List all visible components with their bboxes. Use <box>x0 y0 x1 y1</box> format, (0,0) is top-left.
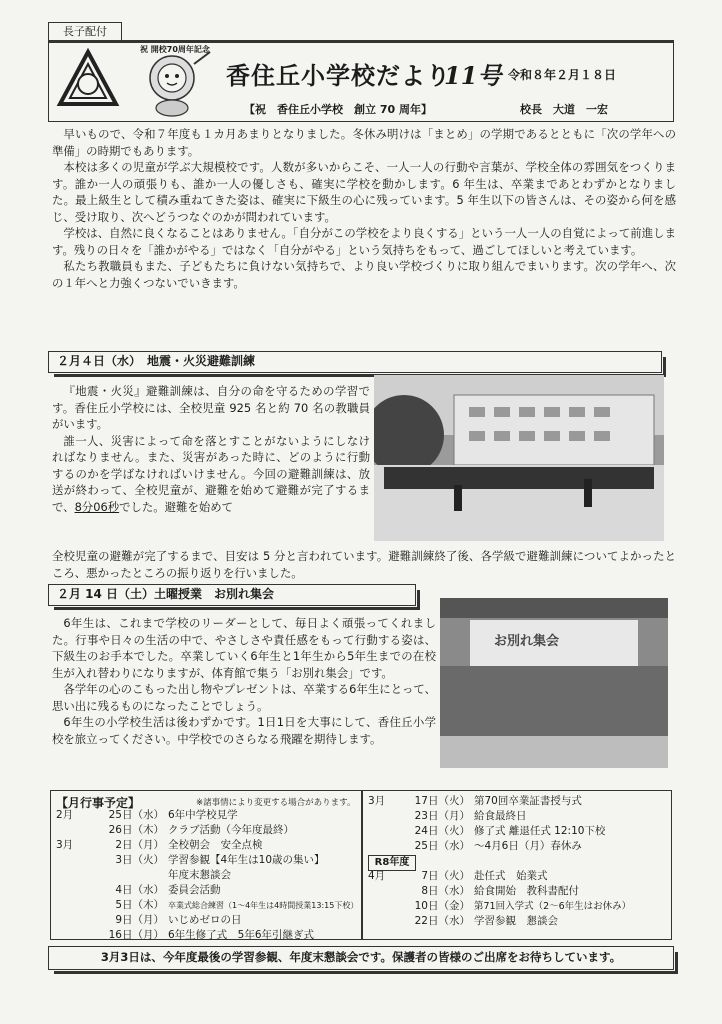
farewell-paragraph: 6年生は、これまで学校のリーダーとして、毎日よく頑張ってくれました。行事や日々の生活の中で、やさしさや責任感をもって行動する姿は、下級生のお手本でした。卒業していく6年生と1年生から5年生までの在校生が入れ替わりになりますが、体育館で集う「お別れ集会」です。 <box>52 616 436 680</box>
evacuation-text-a: 誰一人、災害によって命を落とすことがないようにしなければなりません。また、災害があった時に、どのように行動するのかを学ばなければいけません。今回の避難訓練は、放送が終わって、全校児童が、避難を始めて避難が完了するまで、 <box>52 433 370 514</box>
intro-paragraph: 学校は、自然に良くなることはありません。「自分がこの学校をより良くする」という一人一人の自覚によって前進します。残りの日々を「誰かがやる」ではなく「自分がやる」という気持ちをもって、過ごしてほしいと考えています。 <box>52 226 676 257</box>
schedule-divider <box>361 790 363 940</box>
farewell-text <box>52 615 436 747</box>
evacuation-paragraph: 『地震・火災』避難訓練は、自分の命を守るための学習です。香住丘小学校には、全校児童 925 名と約 70 名の教職員がいます。 <box>52 384 370 431</box>
section-heading-farewell: ２月 14 日（土）土曜授業 お別れ集会 <box>48 584 416 606</box>
farewell-assembly-photo <box>440 598 668 768</box>
newsletter-title: 香住丘小学校だより <box>226 61 451 90</box>
evacuation-drill-photo <box>374 375 664 541</box>
school-logo <box>56 48 120 112</box>
distribution-tag: 長子配付 <box>48 22 122 42</box>
intro-paragraph: 早いもので、令和７年度も１カ月あまりとなりました。冬休み明けは「まとめ」の学期であるとともに「次の学年への準備」の時期でもあります。 <box>52 127 676 158</box>
assembly-banner-text: お別れ集会 <box>494 634 560 649</box>
anniversary-subline: 【祝 香住丘小学校 創立 70 周年】 <box>244 103 432 116</box>
fiscal-year-label: R8年度 <box>368 855 416 871</box>
schedule-note: ※諸事情により変更する場合があります。 <box>196 798 356 808</box>
principal-name: 校長 大道 一宏 <box>520 103 608 116</box>
intro-paragraph: 本校は多くの児童が学ぶ大規模校です。人数が多いからこそ、一人一人の行動や言葉が、学校全体の雰囲気をつくります。誰か一人の頑張りも、誰か一人の優しさも、確実に学校を動かします。6 年生は、卒業まであとわずかとなりました。最上級生として積み重ねてきた姿は、確実に下級生の心に残っています。5 年生以下の皆さんは、その姿から何を感じ、受け取り、次へどうつなぐのかが問われています。 <box>52 160 676 224</box>
evacuation-time: 8分06秒 <box>74 499 120 514</box>
evacuation-paragraph-wide: 全校児童の避難が完了するまで、目安は 5 分と言われています。避難訓練終了後、各学級で避難訓練についてよかったところ、悪かったところの振り返りを行いました。 <box>52 549 676 580</box>
schedule-heading: 【月行事予定】 <box>56 796 141 810</box>
evacuation-paragraph <box>52 433 370 516</box>
schedule-right-list-next-year: 4月 7日（火） 赴任式 始業式 8日（水） 給食開始 教科書配付 10日（金） 第71回入学式（2～6年生はお休み） 22日（水） 学習参観 懇談会 <box>368 870 632 927</box>
anniversary-label: 祝 開校70周年記念 <box>140 45 210 54</box>
intro-text <box>52 126 676 291</box>
intro-paragraph: 私たち教職員もまた、子どもたちに負けない気持ちで、より良い学校づくりに取り組んでまいります。次の学年へ、次の１年へと力強くつないでいきます。 <box>52 259 676 290</box>
schedule-left-list: 2月 25日（水） 6年中学校見学 26日（木） クラブ活動（今年度最終） 3月 2日（月） 全校朝会 安全点検 3日（火） 学習参観【4年生は10歳の集い】 年度末懇談会 4日（水） 委員会活動 5日（木） 卒業式総合練習（1～4年生は4時間授業13:15下校） 9日（月） いじめゼロの日 16日（月） 6年生修了式 5年6年引継ぎ式 <box>56 809 359 941</box>
section-heading-evacuation: ２月４日（水） 地震・火災避難訓練 <box>48 351 662 373</box>
farewell-paragraph: 6年生の小学校生活は後わずかです。1日1日を大事にして、香住丘小学校を旅立ってください。中学校でのさらなる飛躍を期待します。 <box>52 715 436 746</box>
mascot-illustration <box>132 44 216 118</box>
evacuation-text-b: でした。避難を始めて <box>119 499 234 514</box>
issue-date: 令和８年２月１８日 <box>508 68 617 82</box>
issue-number: 11号 <box>444 61 502 90</box>
farewell-paragraph: 各学年の心のこもった出し物やプレゼントは、卒業する6年生にとって、思い出に残るものになったことでしょう。 <box>52 682 436 713</box>
evacuation-text <box>52 383 370 515</box>
footer-notice: 3月3日は、今年度最後の学習参観、年度末懇談会です。保護者の皆様のご出席をお待ちしています。 <box>48 946 674 970</box>
schedule-right-list: 3月 17日（火） 第70回卒業証書授与式 23日（月） 給食最終日 24日（火） 修了式 離退任式 12:10下校 25日（水） ～4月6日（月）春休み <box>368 795 606 852</box>
